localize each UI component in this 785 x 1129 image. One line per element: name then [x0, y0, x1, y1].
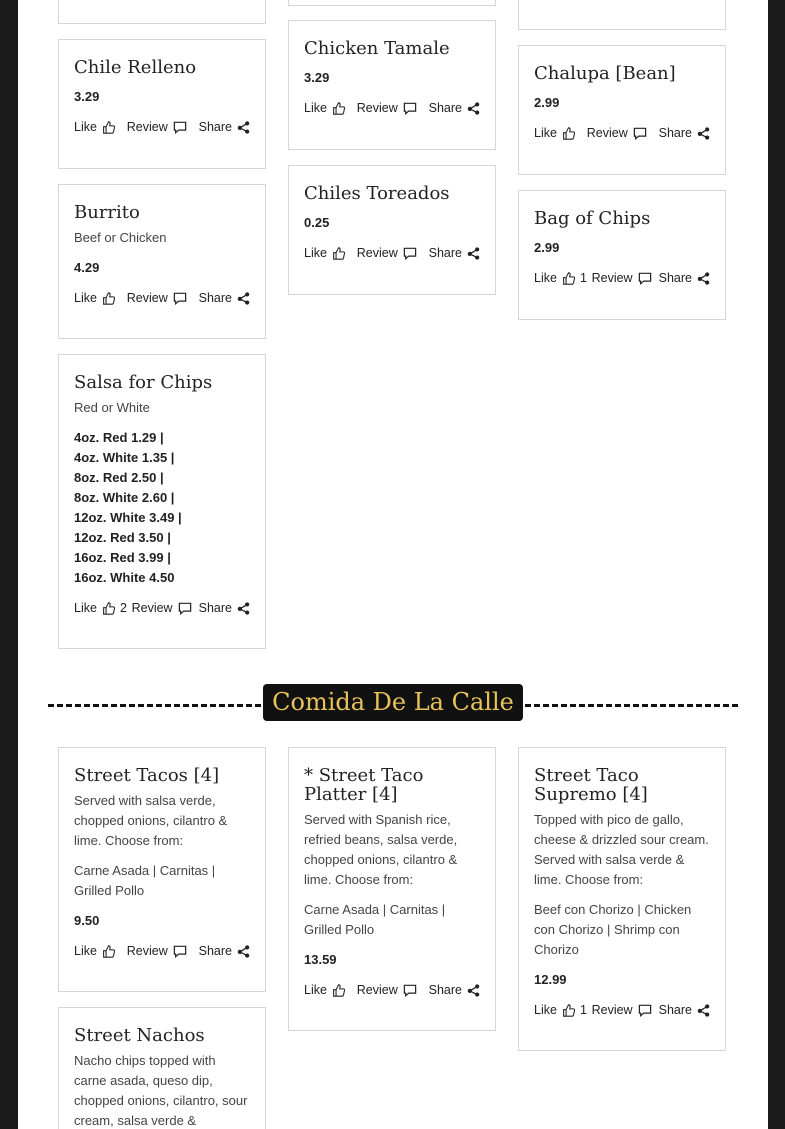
item-price: 4.29 — [74, 260, 100, 275]
share-icon — [697, 1004, 710, 1017]
item-actions — [534, 1000, 710, 1020]
review-button[interactable]: Review — [357, 101, 417, 115]
share-button[interactable]: Share — [659, 1003, 710, 1017]
price-line: 16oz. White 4.50 — [74, 570, 175, 585]
comment-icon — [178, 602, 192, 615]
share-button[interactable]: Share — [199, 291, 250, 305]
comment-icon — [173, 292, 187, 305]
item-description: Nacho chips topped with carne asada, queso dip, chopped onions, cilantro, sour cream, salsa verde & — [74, 1053, 248, 1128]
share-icon — [237, 292, 250, 305]
menu-card-chalupa-bean — [518, 45, 726, 175]
like-button[interactable]: Like — [74, 944, 115, 958]
share-button[interactable]: Share — [199, 944, 250, 958]
review-button[interactable]: Review — [127, 944, 187, 958]
comment-icon — [173, 121, 187, 134]
thumbs-up-icon — [562, 272, 575, 285]
item-options: Beef con Chorizo | Chicken con Chorizo | Shrimp con Chorizo — [534, 902, 692, 957]
share-button[interactable]: Share — [429, 246, 480, 260]
menu-card-street-nachos — [58, 1007, 266, 1129]
menu-card-partial — [58, 0, 266, 24]
thumbs-up-icon — [332, 984, 345, 997]
item-title: Street Nachos — [74, 1025, 205, 1046]
menu-card-street-taco-supremo — [518, 747, 726, 1051]
menu-card-partial — [288, 0, 496, 6]
review-button[interactable]: Review — [357, 246, 417, 260]
item-title: Salsa for Chips — [74, 372, 213, 393]
comment-icon — [403, 247, 417, 260]
section-title: Comida De La Calle — [263, 684, 523, 721]
thumbs-up-icon — [332, 247, 345, 260]
like-button[interactable]: Like — [534, 126, 575, 140]
share-button[interactable]: Share — [199, 601, 250, 615]
menu-card-chiles-toreados — [288, 165, 496, 295]
item-title: Chiles Toreados — [304, 183, 450, 204]
item-price: 2.99 — [534, 95, 560, 110]
share-icon — [697, 127, 710, 140]
price-line: 4oz. Red 1.29 | — [74, 430, 164, 445]
thumbs-up-icon — [562, 127, 575, 140]
like-count: 1 — [579, 271, 587, 285]
share-icon — [697, 272, 710, 285]
share-button[interactable]: Share — [659, 126, 710, 140]
comment-icon — [403, 984, 417, 997]
like-button[interactable]: Like 2 — [74, 601, 127, 615]
menu-card-burrito — [58, 184, 266, 339]
item-title: Street Taco Supremo [4] — [534, 765, 648, 805]
item-actions — [74, 598, 250, 618]
item-price: 2.99 — [534, 240, 560, 255]
share-button[interactable]: Share — [659, 271, 710, 285]
item-description: Topped with pico de gallo, cheese & drizzled sour cream. Served with salsa verde & lime. Choose from: — [534, 812, 709, 887]
price-line: 12oz. Red 3.50 | — [74, 530, 171, 545]
price-line: 4oz. White 1.35 | — [74, 450, 175, 465]
item-actions — [74, 288, 250, 308]
share-icon — [237, 121, 250, 134]
item-price: 12.99 — [534, 972, 567, 987]
item-description: Beef or Chicken — [74, 230, 167, 245]
menu-card-bag-of-chips — [518, 190, 726, 320]
item-actions — [304, 243, 480, 263]
item-description: Served with salsa verde, chopped onions, cilantro & lime. Choose from: — [74, 793, 228, 848]
item-title: Chalupa [Bean] — [534, 63, 676, 84]
review-button[interactable]: Review — [127, 291, 187, 305]
menu-card-partial — [518, 0, 726, 30]
item-actions — [534, 268, 710, 288]
item-title: Bag of Chips — [534, 208, 651, 229]
thumbs-up-icon — [562, 1004, 575, 1017]
menu-card-street-tacos — [58, 747, 266, 992]
item-title: Chicken Tamale — [304, 38, 450, 59]
item-price: 3.29 — [304, 70, 330, 85]
review-button[interactable]: Review — [132, 601, 192, 615]
item-title: Burrito — [74, 202, 140, 223]
review-button[interactable]: Review — [592, 1003, 652, 1017]
item-title: * Street Taco Platter [4] — [304, 765, 424, 805]
review-button[interactable]: Review — [127, 120, 187, 134]
price-line: 8oz. Red 2.50 | — [74, 470, 164, 485]
share-icon — [237, 602, 250, 615]
menu-page — [18, 0, 768, 1129]
share-icon — [467, 247, 480, 260]
item-price: 13.59 — [304, 952, 337, 967]
like-button[interactable]: Like — [304, 246, 345, 260]
item-title: Street Tacos [4] — [74, 765, 220, 786]
item-title: Chile Relleno — [74, 57, 197, 78]
item-actions — [74, 941, 250, 961]
item-price: 0.25 — [304, 215, 330, 230]
share-button[interactable]: Share — [429, 983, 480, 997]
item-actions — [74, 117, 250, 137]
item-actions — [304, 980, 480, 1000]
like-button[interactable]: Like — [74, 291, 115, 305]
review-button[interactable]: Review — [357, 983, 417, 997]
thumbs-up-icon — [332, 102, 345, 115]
item-actions — [304, 98, 480, 118]
review-button[interactable]: Review — [587, 126, 647, 140]
item-description: Served with Spanish rice, refried beans, salsa verde, chopped onions, cilantro & lime. Choose from: — [304, 812, 458, 887]
item-options: Carne Asada | Carnitas | Grilled Pollo — [74, 863, 216, 898]
item-actions — [534, 123, 710, 143]
comment-icon — [633, 127, 647, 140]
price-line: 16oz. Red 3.99 | — [74, 550, 171, 565]
price-list — [74, 428, 250, 588]
share-button[interactable]: Share — [199, 120, 250, 134]
menu-card-salsa-for-chips — [58, 354, 266, 649]
item-price: 3.29 — [74, 89, 100, 104]
menu-card-chile-relleno — [58, 39, 266, 169]
comment-icon — [638, 1004, 652, 1017]
price-line: 8oz. White 2.60 | — [74, 490, 175, 505]
thumbs-up-icon — [102, 292, 115, 305]
comment-icon — [403, 102, 417, 115]
thumbs-up-icon — [102, 121, 115, 134]
comment-icon — [638, 272, 652, 285]
like-button[interactable]: Like — [304, 101, 345, 115]
comment-icon — [173, 945, 187, 958]
price-line: 12oz. White 3.49 | — [74, 510, 182, 525]
item-price: 9.50 — [74, 913, 100, 928]
menu-card-chicken-tamale — [288, 20, 496, 150]
share-icon — [467, 102, 480, 115]
review-button[interactable]: Review — [592, 271, 652, 285]
share-icon — [237, 945, 250, 958]
like-count: 1 — [579, 1003, 587, 1017]
item-description: Red or White — [74, 400, 150, 415]
menu-card-street-taco-platter — [288, 747, 496, 1031]
like-button[interactable]: Like 1 — [534, 271, 587, 285]
like-button[interactable]: Like — [74, 120, 115, 134]
like-button[interactable]: Like — [304, 983, 345, 997]
share-icon — [467, 984, 480, 997]
item-options: Carne Asada | Carnitas | Grilled Pollo — [304, 902, 446, 937]
thumbs-up-icon — [102, 602, 115, 615]
share-button[interactable]: Share — [429, 101, 480, 115]
like-count: 2 — [119, 601, 127, 615]
like-button[interactable]: Like 1 — [534, 1003, 587, 1017]
thumbs-up-icon — [102, 945, 115, 958]
